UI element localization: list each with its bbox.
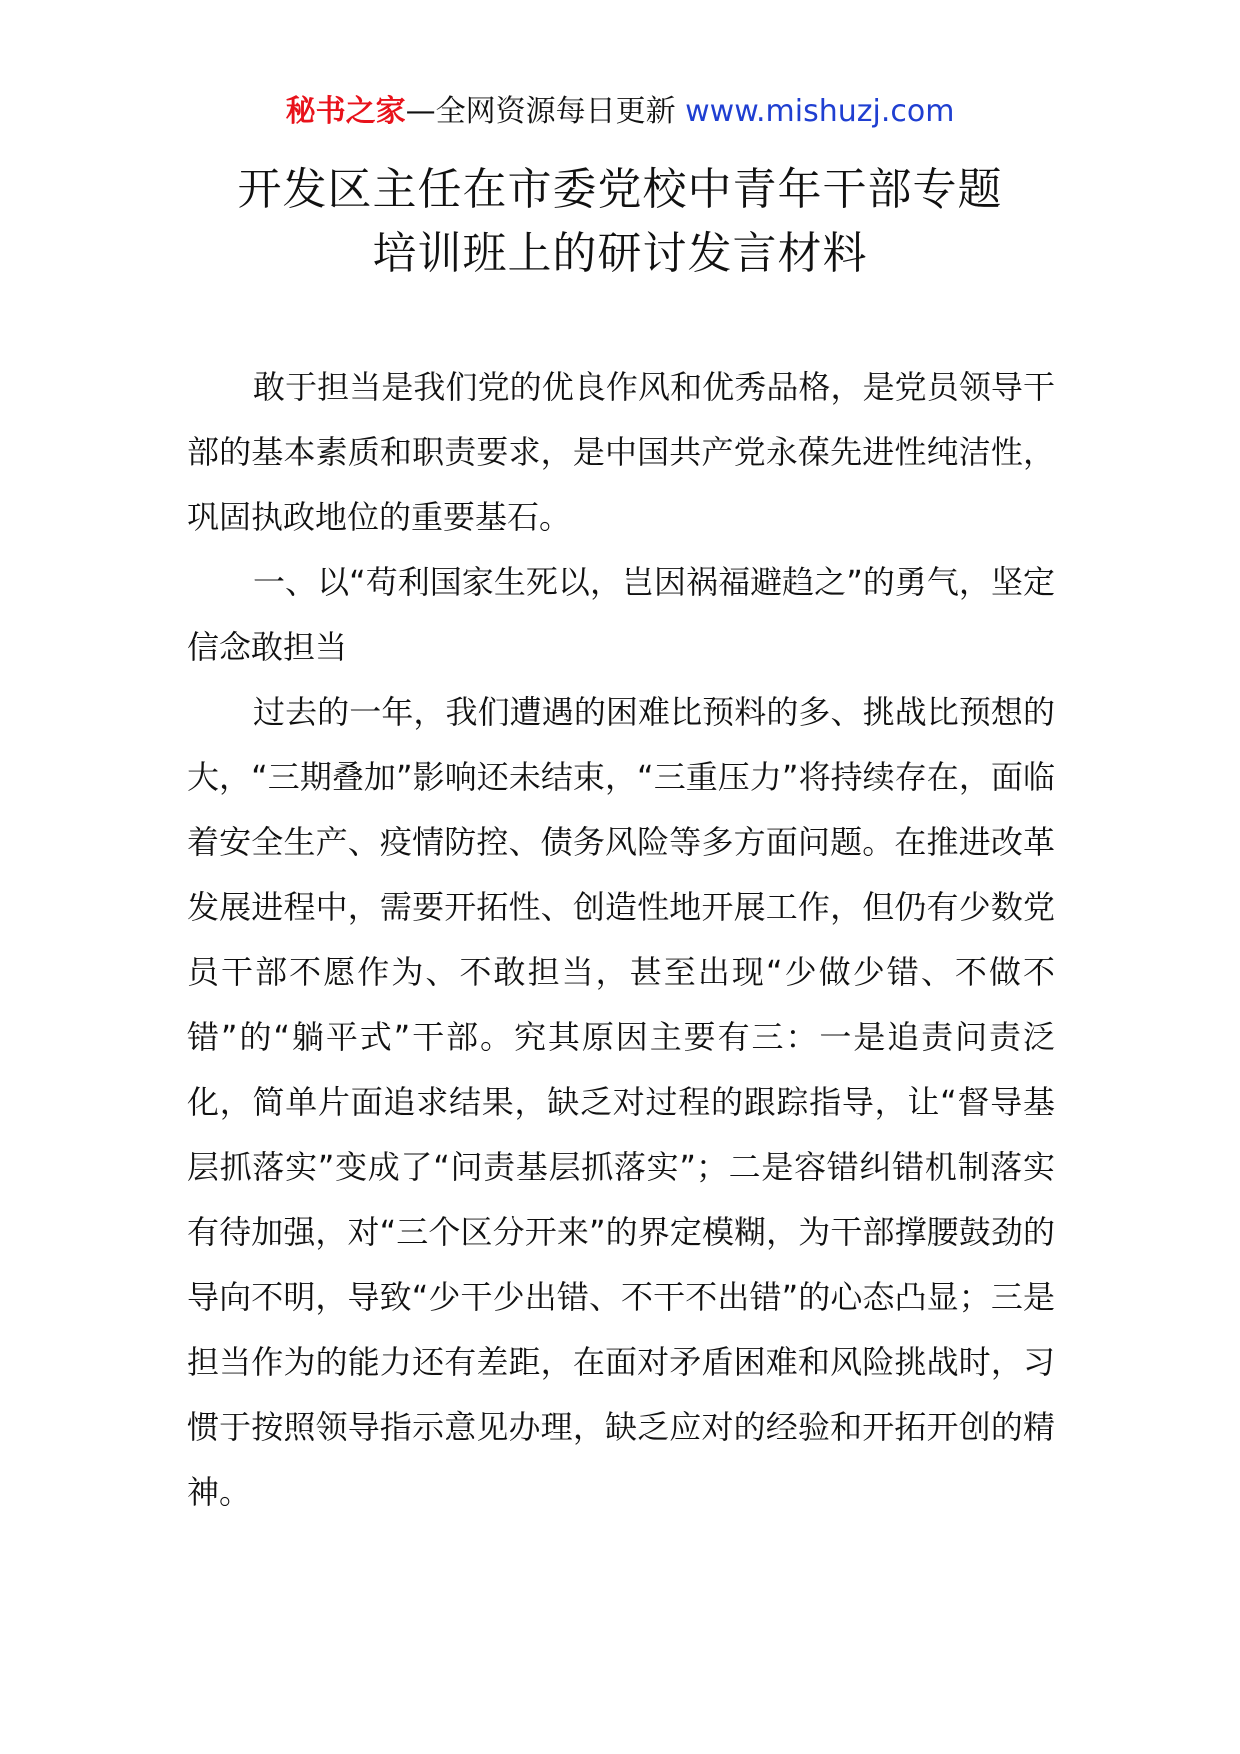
document-title [0, 158, 1240, 286]
title-line-2: 培训班上的研讨发言材料 [372, 228, 868, 279]
brand-name: 秘书之家 [285, 94, 406, 129]
header-banner [0, 92, 1240, 132]
title-line-1: 开发区主任在市委党校中青年干部专题 [237, 164, 1003, 215]
site-url-link[interactable]: www.mishuzj.com [685, 94, 955, 129]
header-tagline: —全网资源每日更新 [405, 94, 686, 129]
section-heading-1: 一、以“苟利国家生死以，岂因祸福避趋之”的勇气，坚定信念敢担当 [187, 563, 1055, 666]
body-paragraph: 过去的一年，我们遭遇的困难比预料的多、挑战比预想的大，“三期叠加”影响还未结束，“三重压力”将持续存在，面临着安全生产、疫情防控、债务风险等多方面问题。在推进改革发展进程中，需要开拓性、创造性地开展工作，但仍有少数党员干部不愿作为、不敢担当，甚至出现“少做少错、不做不错”的“躺平式”干部。究其原因主要有三：一是追责问责泛化，简单片面追求结果，缺乏对过程的跟踪指导，让“督导基层抓落实”变成了“问责基层抓落实”；二是容错纠错机制落实有待加强，对“三个区分开来”的界定模糊，为干部撑腰鼓劲的导向不明，导致“少干少出错、不干不出错”的心态凸显；三是担当作为的能力还有差距，在面对矛盾困难和风险挑战时，习惯于按照领导指示意见办理，缺乏应对的经验和开拓开创的精神。 [187, 693, 1055, 1511]
document-body [187, 355, 1055, 1525]
intro-paragraph: 敢于担当是我们党的优良作风和优秀品格，是党员领导干部的基本素质和职责要求，是中国共产党永葆先进性纯洁性，巩固执政地位的重要基石。 [187, 368, 1055, 536]
